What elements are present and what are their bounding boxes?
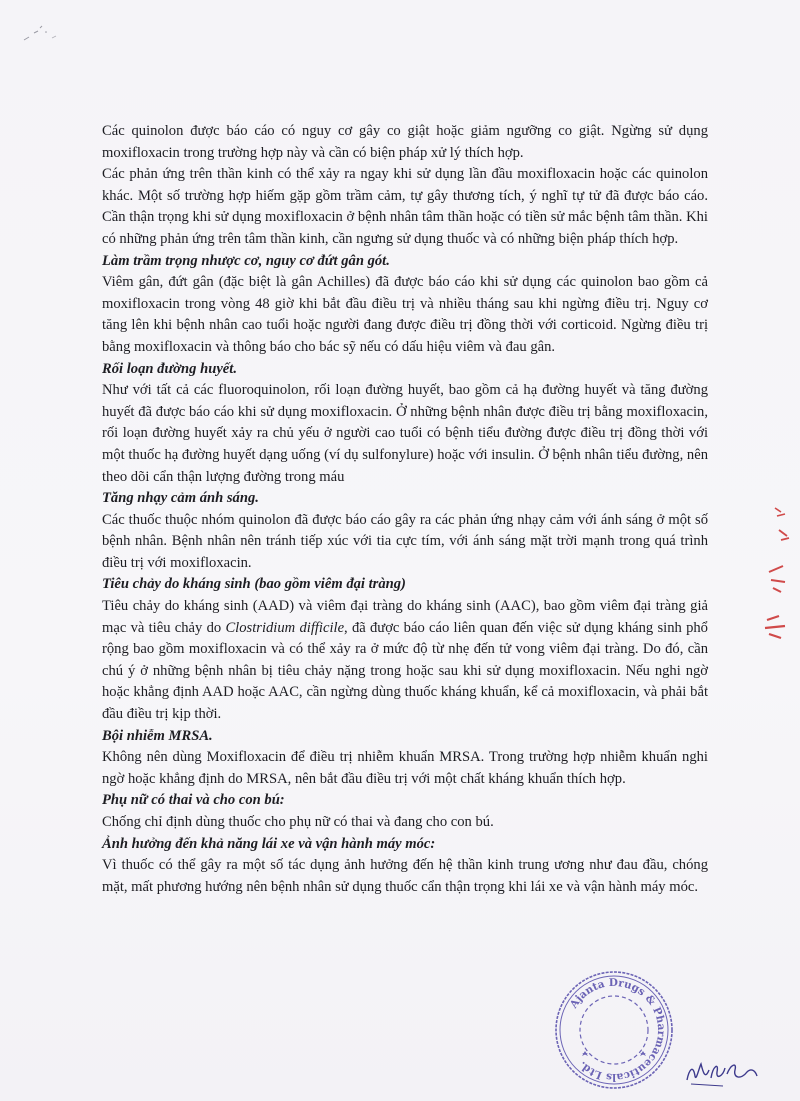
para-diarrhea-post: , đã được báo cáo liên quan đến việc sử dụng kháng sinh phổ rộng bao gồm moxifloxacin và có thể xảy ra ở mức độ từ nhẹ đến tử vong viêm đại tràng. Do đó, cần chú ý ở những bệnh nhân bị tiêu chảy nặng trong hoặc sau khi sử dụng moxifloxacin. Nếu nghi ngờ hoặc khẳng định AAD hoặc AAC, cần ngừng dùng thuốc kháng khuẩn, kể cả moxifloxacin, và phải bắt đầu điều trị kịp thời. (102, 619, 708, 723)
para-driving: Vì thuốc có thể gây ra một số tác dụng ảnh hưởng đến hệ thần kinh trung ương như đau đầu, chóng mặt, mất phương hướng nên bệnh nhân sử dụng thuốc cẩn thận trọng khi lái xe và vận hành máy móc. (102, 857, 708, 895)
para-diarrhea-organism: Clostridium difficile (225, 619, 345, 636)
para-glycemia: Như với tất cả các fluoroquinolon, rối loạn đường huyết, bao gồm cả hạ đường huyết và tăng đường huyết đã được báo cáo khi sử dụng moxifloxacin. Ở những bệnh nhân được điều trị bằng moxifloxacin, rối loạn đường huyết xảy ra chủ yếu ở người cao tuổi có bệnh tiểu đường được điều trị đồng thời với một thuốc hạ đường huyết dạng uống (ví dụ sulfonylure) hoặc với insulin. Ở bệnh nhân tiểu đường, nên theo dõi cẩn thận lượng đường trong máu (102, 382, 708, 485)
para-photosensitivity: Các thuốc thuộc nhóm quinolon đã được báo cáo gây ra các phản ứng nhạy cảm với ánh sáng ở một số bệnh nhân. Bệnh nhân nên tránh tiếp xúc với tia cực tím, với ánh sáng mặt trời mạnh trong quá trình điều trị với moxifloxacin. (102, 511, 708, 571)
corner-smudge-marks (18, 18, 78, 58)
para-psychiatric: Các phản ứng trên thần kinh có thể xảy ra ngay khi sử dụng lần đầu moxifloxacin hoặc các quinolon khác. Một số trường hợp hiếm gặp gồm trầm cảm, tự gây thương tích, ý nghĩ tự tử đã được báo cáo. Cần thận trọng khi sử dụng moxifloxacin ở bệnh nhân tâm thần hoặc có tiền sử mắc bệnh tâm thần. Khi có những phản ứng trên tâm thần kinh, cần ngưng sử dụng thuốc và có những biện pháp thích hợp. (102, 166, 708, 247)
heading-photosensitivity: Tăng nhạy cảm ánh sáng. (102, 490, 259, 507)
svg-text:Ajanta Drugs & Pharmaceuticals (567, 977, 667, 1083)
company-stamp (552, 968, 676, 1092)
document-body (102, 121, 708, 898)
para-mrsa: Không nên dùng Moxifloxacin để điều trị nhiễm khuẩn MRSA. Trong trường hợp nhiễm khuẩn nghi ngờ hoặc khẳng định do MRSA, nên bắt đầu điều trị với một chất kháng khuẩn thích hợp. (102, 749, 708, 787)
para-diarrhea (102, 596, 708, 726)
edge-red-marks (755, 500, 800, 650)
heading-tendon: Làm trầm trọng nhược cơ, nguy cơ đứt gân gót. (102, 252, 390, 269)
heading-diarrhea: Tiêu chảy do kháng sinh (bao gồm viêm đại tràng) (102, 576, 406, 593)
heading-glycemia: Rối loạn đường huyết. (102, 360, 237, 377)
para-seizures: Các quinolon được báo cáo có nguy cơ gây co giật hoặc giảm ngưỡng co giật. Ngừng sử dụng moxifloxacin trong trường hợp này và cần có biện pháp xử lý thích hợp. (102, 123, 708, 161)
heading-driving: Ảnh hưởng đến khả năng lái xe và vận hành máy móc: (102, 835, 436, 852)
para-pregnancy: Chống chỉ định dùng thuốc cho phụ nữ có thai và đang cho con bú. (102, 814, 494, 830)
heading-mrsa: Bội nhiễm MRSA. (102, 727, 213, 744)
heading-pregnancy: Phụ nữ có thai và cho con bú: (102, 792, 285, 809)
signature (683, 1050, 773, 1095)
stamp-text: Ajanta Drugs & Pharmaceuticals Ltd. (567, 976, 668, 1084)
para-diarrhea-pre: Tiêu chảy do kháng sinh (AAD) và viêm đại tràng do kháng sinh (AAC), bao gồm viêm đại tràng giả mạc và tiêu chảy do (102, 598, 708, 636)
para-tendon: Viêm gân, đứt gân (đặc biệt là gân Achilles) đã được báo cáo khi sử dụng các quinolon bao gồm cả moxifloxacin trong vòng 48 giờ khi bắt đầu điều trị và nhiều tháng sau khi ngừng điều trị. Nguy cơ tăng lên khi bệnh nhân cao tuổi hoặc người đang được điều trị đồng thời với corticoid. Ngừng điều trị bằng moxifloxacin và thông báo cho bác sỹ nếu có dấu hiệu viêm và đau gân. (102, 274, 708, 355)
